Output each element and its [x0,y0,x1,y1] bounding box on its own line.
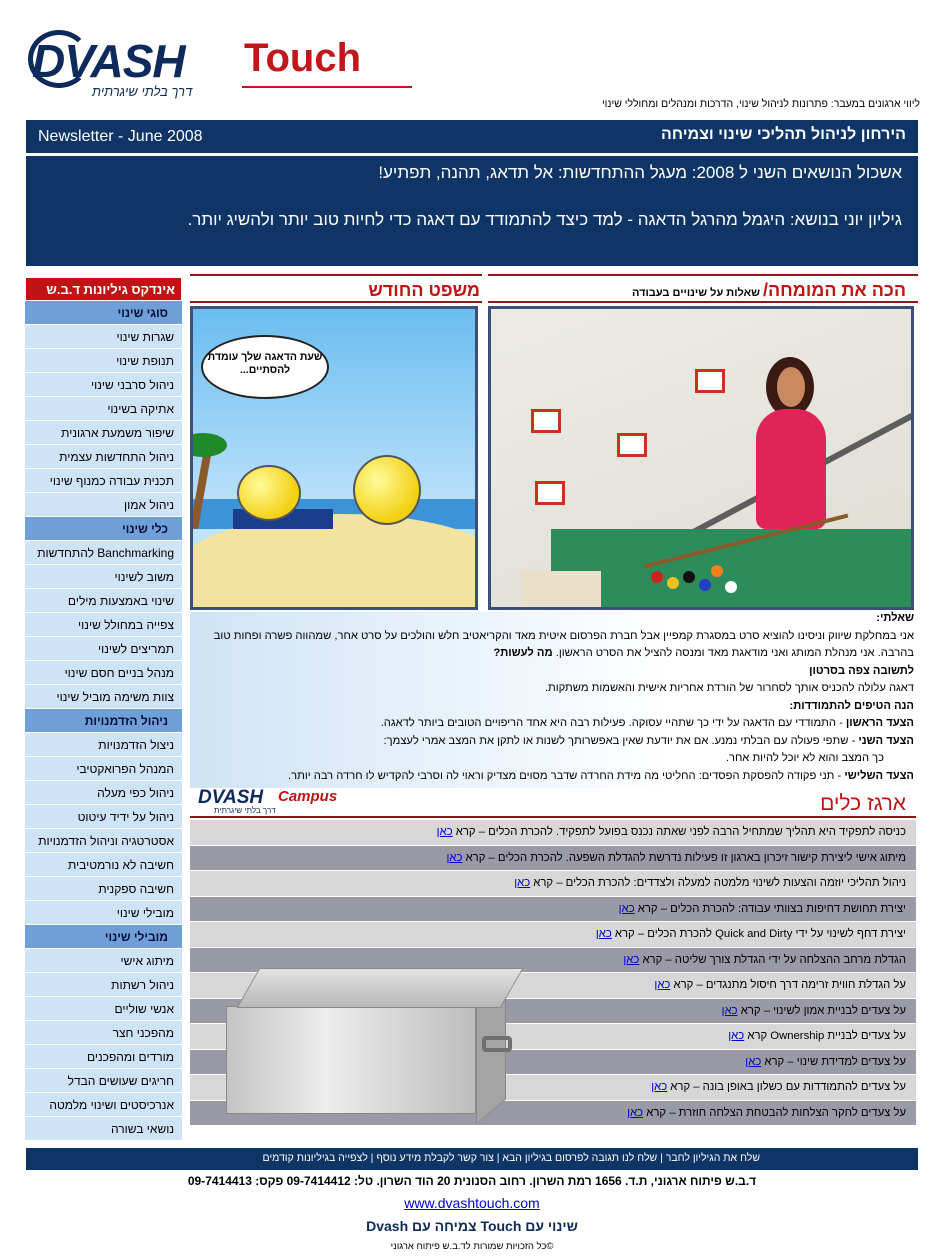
toolbox-row [190,820,916,846]
footer-tagline: שינוי עם Touch צמיחה עם Dvash [366,1218,578,1234]
campus-logo-tagline: דרך בלתי שיגרתית [214,806,276,815]
toolbox-read-link[interactable]: כאן [446,851,463,864]
hero-line-1: אשכול הנושאים השני ל 2008: מעגל ההתחדשות: אל תדאג, תהנה, תפתיע! [378,163,902,182]
qa-text [190,610,914,785]
photo-frame [535,481,565,505]
sidebar-item[interactable]: ניהול כפי מעלה [25,781,182,805]
sidebar-item[interactable]: אתיקה בשינוי [25,397,182,421]
sidebar-category: סוגי שינוי [25,301,182,325]
toolbox-row [190,922,916,948]
sidebar-item[interactable]: מיתוג אישי [25,949,182,973]
sidebar-item[interactable]: מורדים ומהפכנים [25,1045,182,1069]
toolbox-read-link[interactable]: כאן [618,902,635,915]
logo-accent-text: Touch [244,36,362,80]
sidebar-category: כלי שינוי [25,517,182,541]
toolbox-read-link[interactable]: כאן [654,979,671,991]
sidebar-item[interactable]: Banchmarking להתחדשות [25,541,182,565]
photo-frame [531,409,561,433]
website-link[interactable]: www.dvashtouch.com [404,1195,540,1211]
sidebar-item[interactable]: תמריצים לשינוי [25,637,182,661]
toolbox-row-text: כניסה לתפקיד היא תהליך שמתחיל הרבה לפני שאתה נכנס בפועל לתפקיד. להכרת הכלים – קרא [452,826,906,838]
campus-logo [194,786,354,816]
toolbox-row-text: על הגדלת חווית זרימה דרך חיסול מתנגדים – קרא [670,979,906,991]
toolbox-read-link[interactable]: כאן [623,953,640,966]
sidebar-category: ניהול הזדמנויות [25,709,182,733]
sidebar-item[interactable]: משוב לשינוי [25,565,182,589]
toolbox-front [226,1006,476,1114]
campus-logo-accent: Campus [278,788,338,805]
photo-ball [699,579,711,591]
sidebar-item[interactable]: ניהול רשתות [25,973,182,997]
sidebar-item[interactable]: צפייה במחולל שינוי [25,613,182,637]
sidebar-item[interactable]: שינוי באמצעות מילים [25,589,182,613]
toolbox-row-text: על צעדים למדידת שינוי – קרא [761,1055,906,1068]
expert-title: הכה את המומחה/ [763,280,906,300]
company-logo [32,28,382,108]
toolbox-read-link[interactable]: כאן [627,1106,644,1119]
step1-label: הצעד הראשון [845,717,914,729]
sidebar-item[interactable]: חשיבה ספקנית [25,877,182,901]
toolbox-read-link[interactable]: כאן [728,1030,745,1042]
palm-leaves-icon [190,433,227,457]
header-slogan: ליווי ארגונים במעבר: פתרונות לניהול שינוי, הדרכות ומנהלים ומחוללי שינוי [601,98,920,110]
sidebar-item[interactable]: מהפכני חצר [25,1021,182,1045]
expert-bottom-rule [488,301,918,303]
sidebar-item[interactable]: נושאי בשורה [25,1117,182,1141]
toolbox-row-text: על צעדים לבניית אמון לשינוי – קרא [737,1004,906,1017]
toolbox-row-text: מיתוג אישי ליצירת קישור זיכרון בארגון זו פעילות נדרשת להגדלת השפעה. להכרת הכלים – קרא [462,851,906,864]
sidebar-category: מובילי שינוי [25,925,182,949]
photo-ball [725,581,737,593]
photo-frame [617,433,647,457]
footer-copyright: ©כל הזכויות שמורות לד.ב.ש פיתוח ארגוני [390,1241,554,1252]
sidebar-index [25,277,182,1141]
photo-frame [695,369,725,393]
sidebar-item[interactable]: חשיבה לא נורמטיבית [25,853,182,877]
sidebar-item[interactable]: מנהל בניים חסם שינוי [25,661,182,685]
photo-ball [711,565,723,577]
toolbox-row-text: על צעדים לבניית Ownership קרא [744,1030,906,1042]
footer-links[interactable]: שלח את הגיליון לחבר | שלח לנו תגובה לפרסום בגיליון הבא | צור קשר לקבלת מידע נוסף | לצפייה בגיליונות קודמים [262,1152,760,1164]
sidebar-item[interactable]: אנרכיסטים ושינוי מלמטה [25,1093,182,1117]
hero-line-2: גיליון יוני בנושא: היגמל מהרגל הדאגה - למד כיצד להתמודד עם דאגה כדי לחיות טוב יותר ולהשיג יותר. [187,210,902,229]
logo-underline [242,86,412,88]
month-top-rule [190,274,482,276]
question-label: שאלתי: [876,612,914,624]
question-text: אני במחלקת שיווק וניסינו להוציא סרט במסגרת קמפיין אבל חברת הפרסום איטית מאד והקריאטיב חלש והולכים על סרט אחר, שמהווה פשרה ופחות טוב בהרבה. אני מנהלת המותג ואני מודאגת מאד ומנסה להציל את הסרט הראשון. [213,629,914,659]
toolbox-row [190,846,916,872]
sidebar-item[interactable]: ניהול על ידיד עיטוט [25,805,182,829]
toolbox-rule [190,816,916,818]
speech-bubble: שעת הדאגה שלך עומדת להסתיים... [201,335,329,399]
toolbox-read-link[interactable]: כאן [514,877,531,889]
sidebar-item[interactable]: ניהול התחדשות עצמית [25,445,182,469]
sidebar-item[interactable]: אנשי שוליים [25,997,182,1021]
footer-address: ד.ב.ש פיתוח ארגוני, ת.ד. 1656 רמת השרון. רחוב הסנונית 20 הוד השרון. טל: 09-7414412 פקס: 09-7414413 [187,1174,757,1188]
step2-quote: כך המצב והוא לא יוכל להיות אחר. [725,752,884,764]
toolbox-image [218,968,518,1128]
logo-tagline: דרך בלתי שיגרתית [92,84,193,99]
toolbox-row-text: יצירת דחף לשינוי על ידי Quick and Dirty להכרת הכלים – קרא [611,928,906,940]
answer-video-link[interactable]: לתשובה צפה בסרטון [809,664,914,677]
toolbox-row-text: ניהול תהליכי יוזמה והצעות לשינוי מלמטה למעלה ולצדדים: להכרת הכלים – קרא [530,877,906,889]
expert-section-title [632,280,906,301]
photo-ball [651,571,663,583]
step1-text: - התמודדי עם הדאגה על ידי כך שתהיי עסוקה. פעילות רבה היא אחד הריפויים הטובים ביותר לדאגה. [380,717,846,729]
month-bottom-rule [190,301,482,303]
expert-top-rule [488,274,918,276]
newsletter-title: Newsletter - June 2008 [38,128,203,145]
toolbox-read-link[interactable]: כאן [721,1004,738,1017]
question-end: מה לעשות? [493,647,556,659]
step3-label: הצעד השלישי [844,769,914,782]
toolbox-row [190,897,916,923]
expert-photo[interactable] [488,306,914,610]
toolbox-read-link[interactable]: כאן [436,826,453,838]
cartoon-image [190,306,478,610]
sidebar-item[interactable]: תנופת שינוי [25,349,182,373]
month-section-title: משפט החודש [368,280,480,300]
sidebar-item[interactable]: מובילי שינוי [25,901,182,925]
photo-cushion [521,571,601,610]
toolbox-handle-icon [482,1036,512,1052]
toolbox-title: ארגז כלים [820,792,906,815]
expert-subtitle: שאלות על שינויים בעבודה [631,287,763,299]
logo-main-text: DVASH [32,35,185,87]
answer-text: דאגה עלולה להכניס אותך לסחרור של הורדת אחריות אישית והאשמות משתקות. [544,682,914,694]
sidebar-item[interactable]: תכנית עבודה כמנוף שינוי [25,469,182,493]
happy-face-icon [353,455,421,525]
worried-face-icon [237,465,301,521]
sidebar-item[interactable]: שיפור משמעת ארגונית [25,421,182,445]
sidebar-item[interactable]: חריגים שעושים הבדל [25,1069,182,1093]
sidebar-item[interactable]: המנהל הפרואקטיבי [25,757,182,781]
toolbox-row [190,871,916,897]
sidebar-header: אינדקס גיליונות ד.ב.ש [25,277,182,301]
toolbox-lid [236,968,523,1008]
sidebar-item[interactable]: ניצול הזדמנויות [25,733,182,757]
toolbox-read-link[interactable]: כאן [745,1055,762,1068]
photo-ball [667,577,679,589]
sidebar-item[interactable]: אסטרטגיה וניהול הזדמנויות [25,829,182,853]
photo-ball [683,571,695,583]
tips-label: הנה הטיפים להתמודדות: [789,699,914,712]
toolbox-row-text: על צעדים להתמודדות עם כשלון באופן בונה – קרא [667,1081,906,1093]
toolbox-row-text: יצירת תחושת דחיפות בצוותי עבודה: להכרת הכלים – קרא [634,902,906,915]
sidebar-item[interactable]: שגרות שינוי [25,325,182,349]
toolbox-read-link[interactable]: כאן [651,1081,668,1093]
step2-label: הצעד השני [858,734,914,747]
step2-text: - שתפי פעולה עם הבלתי נמנע. אם את יודעת שאין באפשרותך לשנות או לתקן את המצב אמרי לעצמך: [383,734,859,747]
photo-person-face [777,367,805,407]
toolbox-row-text: על צעדים לחקר הצלחות להבטחת הצלחה חוזרת – קרא [643,1106,906,1119]
sidebar-item[interactable]: ניהול אמון [25,493,182,517]
toolbox-read-link[interactable]: כאן [595,928,612,940]
step3-text: - תני פקודה להפסקת הפסדים: החליטי מה מידת החרדה שדבר מסוים מצדיק וראוי לה וסרבי להקדיש לו חרדה רבה יותר. [288,769,845,782]
sidebar-item[interactable]: ניהול סרבני שינוי [25,373,182,397]
sidebar-item[interactable]: צוות משימה מוביל שינוי [25,685,182,709]
photo-person-body [756,409,826,529]
campus-logo-main: DVASH [198,787,264,808]
toolbox-row-text: הגדלת מרחב ההצלחה על ידי הגדלת צורך שליטה – קרא [639,953,906,966]
newsletter-hebrew-title: הירחון לניהול תהליכי שינוי וצמיחה [661,126,906,143]
